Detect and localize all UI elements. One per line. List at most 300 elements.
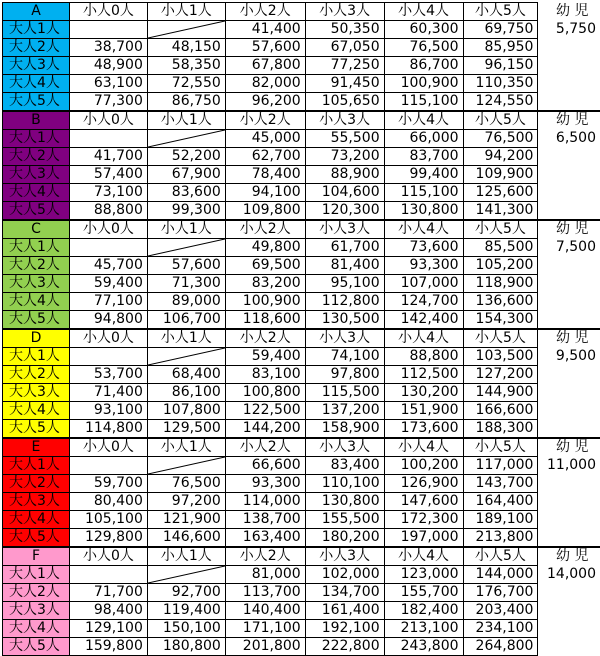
table-row xyxy=(3,620,600,638)
empty-cell xyxy=(538,529,600,548)
price-cell: 76,500 xyxy=(147,475,225,493)
price-cell: 173,600 xyxy=(384,420,463,439)
empty-cell xyxy=(538,257,600,275)
price-cell: 99,400 xyxy=(384,166,463,184)
price-cell: 154,300 xyxy=(463,311,538,330)
empty-cell xyxy=(538,420,600,439)
grade-header-row xyxy=(3,111,600,130)
price-cell: 115,500 xyxy=(305,384,384,402)
price-cell: 59,400 xyxy=(69,275,147,293)
price-cell: 71,700 xyxy=(69,584,147,602)
price-cell: 67,800 xyxy=(225,57,305,75)
price-cell: 119,400 xyxy=(147,602,225,620)
price-cell: 63,100 xyxy=(69,75,147,93)
adult-count-label: 大人1人 xyxy=(3,348,70,366)
adult-count-label: 大人1人 xyxy=(3,21,70,39)
price-cell: 72,550 xyxy=(147,75,225,93)
price-cell: 114,000 xyxy=(225,493,305,511)
infant-price: 14,000 xyxy=(538,566,600,584)
price-cell: 92,700 xyxy=(147,584,225,602)
price-cell: 161,400 xyxy=(305,602,384,620)
price-cell: 98,400 xyxy=(69,602,147,620)
price-cell: 120,300 xyxy=(305,202,384,221)
price-cell: 222,800 xyxy=(305,638,384,656)
empty-cell xyxy=(538,620,600,638)
price-cell: 144,000 xyxy=(463,566,538,584)
price-cell: 97,200 xyxy=(147,493,225,511)
table-row xyxy=(3,511,600,529)
table-row xyxy=(3,311,600,330)
price-cell: 197,000 xyxy=(384,529,463,548)
price-cell: 38,700 xyxy=(69,39,147,57)
empty-cell xyxy=(538,366,600,384)
price-cell: 104,600 xyxy=(305,184,384,202)
price-cell: 85,950 xyxy=(463,39,538,57)
price-cell: 94,100 xyxy=(225,184,305,202)
price-cell: 115,100 xyxy=(384,184,463,202)
price-cell: 121,900 xyxy=(147,511,225,529)
price-cell: 53,700 xyxy=(69,366,147,384)
empty-cell xyxy=(538,166,600,184)
price-cell: 155,700 xyxy=(384,584,463,602)
adult-count-label: 大人2人 xyxy=(3,39,70,57)
price-cell: 49,800 xyxy=(225,239,305,257)
infant-price: 6,500 xyxy=(538,130,600,148)
adult-count-label: 大人3人 xyxy=(3,384,70,402)
price-cell: 83,700 xyxy=(384,148,463,166)
price-cell: 57,600 xyxy=(147,257,225,275)
infant-price: 7,500 xyxy=(538,239,600,257)
price-cell: 59,400 xyxy=(225,348,305,366)
price-cell: 74,100 xyxy=(305,348,384,366)
column-header: 小人2人 xyxy=(225,547,305,566)
price-cell: 94,800 xyxy=(69,311,147,330)
table-row xyxy=(3,420,600,439)
price-cell: 96,150 xyxy=(463,57,538,75)
diagonal-line-icon xyxy=(148,239,225,256)
price-cell: 130,800 xyxy=(305,493,384,511)
adult-count-label: 大人5人 xyxy=(3,93,70,112)
grade-label: D xyxy=(3,329,70,348)
grade-header-row xyxy=(3,3,600,21)
price-cell: 61,700 xyxy=(305,239,384,257)
price-cell: 163,400 xyxy=(225,529,305,548)
price-cell: 71,300 xyxy=(147,275,225,293)
price-cell: 67,050 xyxy=(305,39,384,57)
adult-count-label: 大人2人 xyxy=(3,148,70,166)
adult-count-label: 大人4人 xyxy=(3,620,70,638)
price-cell: 126,900 xyxy=(384,475,463,493)
table-row xyxy=(3,275,600,293)
table-row xyxy=(3,638,600,656)
infant-header: 幼 児 xyxy=(538,438,600,457)
column-header: 小人0人 xyxy=(69,220,147,239)
column-header: 小人1人 xyxy=(147,3,225,21)
price-cell: 118,900 xyxy=(463,275,538,293)
price-cell: 129,800 xyxy=(69,529,147,548)
adult-count-label: 大人3人 xyxy=(3,275,70,293)
column-header: 小人0人 xyxy=(69,438,147,457)
table-row xyxy=(3,602,600,620)
price-cell: 93,300 xyxy=(225,475,305,493)
price-cell: 180,800 xyxy=(147,638,225,656)
column-header: 小人3人 xyxy=(305,111,384,130)
column-header: 小人1人 xyxy=(147,329,225,348)
column-header: 小人5人 xyxy=(463,111,538,130)
grade-label: C xyxy=(3,220,70,239)
grade-header-row xyxy=(3,329,600,348)
price-cell: 109,900 xyxy=(463,166,538,184)
table-row xyxy=(3,166,600,184)
price-cell: 151,900 xyxy=(384,402,463,420)
price-cell: 45,700 xyxy=(69,257,147,275)
diagonal-line-icon xyxy=(148,130,225,147)
not-applicable-cell xyxy=(147,130,225,148)
table-row xyxy=(3,348,600,366)
price-cell: 69,750 xyxy=(463,21,538,39)
price-cell: 264,800 xyxy=(463,638,538,656)
adult-count-label: 大人1人 xyxy=(3,130,70,148)
adult-count-label: 大人1人 xyxy=(3,457,70,475)
column-header: 小人2人 xyxy=(225,438,305,457)
table-row xyxy=(3,21,600,39)
price-cell: 96,200 xyxy=(225,93,305,112)
infant-header: 幼 児 xyxy=(538,329,600,348)
price-cell: 60,300 xyxy=(384,21,463,39)
price-cell: 124,700 xyxy=(384,293,463,311)
price-cell: 109,800 xyxy=(225,202,305,221)
price-cell: 150,100 xyxy=(147,620,225,638)
price-cell: 102,000 xyxy=(305,566,384,584)
price-cell: 136,600 xyxy=(463,293,538,311)
adult-count-label: 大人3人 xyxy=(3,166,70,184)
price-cell: 89,000 xyxy=(147,293,225,311)
price-cell: 107,800 xyxy=(147,402,225,420)
price-cell: 41,700 xyxy=(69,148,147,166)
table-row xyxy=(3,57,600,75)
column-header: 小人0人 xyxy=(69,111,147,130)
adult-count-label: 大人5人 xyxy=(3,529,70,548)
price-cell: 99,300 xyxy=(147,202,225,221)
price-cell: 95,100 xyxy=(305,275,384,293)
adult-count-label: 大人1人 xyxy=(3,566,70,584)
infant-header: 幼 児 xyxy=(538,111,600,130)
price-cell: 105,200 xyxy=(463,257,538,275)
not-applicable-cell xyxy=(147,348,225,366)
price-cell: 201,800 xyxy=(225,638,305,656)
adult-count-label: 大人4人 xyxy=(3,402,70,420)
column-header: 小人3人 xyxy=(305,547,384,566)
not-applicable-cell xyxy=(69,130,147,148)
price-cell: 147,600 xyxy=(384,493,463,511)
price-cell: 243,800 xyxy=(384,638,463,656)
price-cell: 77,250 xyxy=(305,57,384,75)
price-cell: 122,500 xyxy=(225,402,305,420)
column-header: 小人1人 xyxy=(147,220,225,239)
table-row xyxy=(3,130,600,148)
price-cell: 62,700 xyxy=(225,148,305,166)
price-cell: 100,900 xyxy=(225,293,305,311)
table-row xyxy=(3,93,600,112)
grade-header-row xyxy=(3,547,600,566)
price-cell: 83,100 xyxy=(225,366,305,384)
not-applicable-cell xyxy=(69,239,147,257)
price-cell: 213,100 xyxy=(384,620,463,638)
column-header: 小人5人 xyxy=(463,547,538,566)
column-header: 小人1人 xyxy=(147,111,225,130)
price-cell: 69,500 xyxy=(225,257,305,275)
table-row xyxy=(3,566,600,584)
table-row xyxy=(3,366,600,384)
infant-price: 5,750 xyxy=(538,21,600,39)
price-cell: 55,500 xyxy=(305,130,384,148)
column-header: 小人3人 xyxy=(305,438,384,457)
column-header: 小人4人 xyxy=(384,438,463,457)
price-cell: 176,700 xyxy=(463,584,538,602)
column-header: 小人3人 xyxy=(305,220,384,239)
price-cell: 48,150 xyxy=(147,39,225,57)
table-row xyxy=(3,493,600,511)
empty-cell xyxy=(538,493,600,511)
price-cell: 86,700 xyxy=(384,57,463,75)
empty-cell xyxy=(538,57,600,75)
price-cell: 125,600 xyxy=(463,184,538,202)
diagonal-line-icon xyxy=(148,457,225,474)
price-cell: 172,300 xyxy=(384,511,463,529)
infant-price: 11,000 xyxy=(538,457,600,475)
price-cell: 138,700 xyxy=(225,511,305,529)
empty-cell xyxy=(538,402,600,420)
table-row xyxy=(3,402,600,420)
price-cell: 86,750 xyxy=(147,93,225,112)
price-cell: 203,400 xyxy=(463,602,538,620)
table-row xyxy=(3,475,600,493)
table-row xyxy=(3,293,600,311)
empty-cell xyxy=(538,638,600,656)
price-cell: 78,400 xyxy=(225,166,305,184)
price-cell: 97,800 xyxy=(305,366,384,384)
price-cell: 67,900 xyxy=(147,166,225,184)
table-row xyxy=(3,148,600,166)
not-applicable-cell xyxy=(147,457,225,475)
column-header: 小人4人 xyxy=(384,547,463,566)
price-cell: 137,200 xyxy=(305,402,384,420)
column-header: 小人0人 xyxy=(69,547,147,566)
price-cell: 91,450 xyxy=(305,75,384,93)
price-cell: 142,400 xyxy=(384,311,463,330)
price-cell: 155,500 xyxy=(305,511,384,529)
adult-count-label: 大人3人 xyxy=(3,602,70,620)
adult-count-label: 大人4人 xyxy=(3,511,70,529)
price-cell: 100,900 xyxy=(384,75,463,93)
column-header: 小人1人 xyxy=(147,547,225,566)
grade-header-row xyxy=(3,220,600,239)
price-cell: 66,000 xyxy=(384,130,463,148)
not-applicable-cell xyxy=(69,348,147,366)
empty-cell xyxy=(538,602,600,620)
column-header: 小人5人 xyxy=(463,220,538,239)
price-cell: 130,800 xyxy=(384,202,463,221)
empty-cell xyxy=(538,202,600,221)
price-cell: 110,350 xyxy=(463,75,538,93)
adult-count-label: 大人4人 xyxy=(3,184,70,202)
price-cell: 81,400 xyxy=(305,257,384,275)
empty-cell xyxy=(538,511,600,529)
empty-cell xyxy=(538,184,600,202)
price-cell: 83,600 xyxy=(147,184,225,202)
price-cell: 106,700 xyxy=(147,311,225,330)
grade-label: F xyxy=(3,547,70,566)
price-cell: 189,100 xyxy=(463,511,538,529)
adult-count-label: 大人5人 xyxy=(3,638,70,656)
column-header: 小人0人 xyxy=(69,329,147,348)
price-cell: 158,900 xyxy=(305,420,384,439)
column-header: 小人2人 xyxy=(225,329,305,348)
price-cell: 93,100 xyxy=(69,402,147,420)
empty-cell xyxy=(538,39,600,57)
price-cell: 68,400 xyxy=(147,366,225,384)
not-applicable-cell xyxy=(69,21,147,39)
column-header: 小人3人 xyxy=(305,3,384,21)
table-row xyxy=(3,384,600,402)
price-cell: 52,200 xyxy=(147,148,225,166)
adult-count-label: 大人5人 xyxy=(3,420,70,439)
adult-count-label: 大人3人 xyxy=(3,57,70,75)
adult-count-label: 大人2人 xyxy=(3,257,70,275)
table-row xyxy=(3,529,600,548)
price-cell: 166,600 xyxy=(463,402,538,420)
price-cell: 100,200 xyxy=(384,457,463,475)
diagonal-line-icon xyxy=(148,348,225,365)
table-row xyxy=(3,457,600,475)
price-cell: 105,650 xyxy=(305,93,384,112)
table-row xyxy=(3,257,600,275)
empty-cell xyxy=(538,475,600,493)
price-cell: 112,500 xyxy=(384,366,463,384)
price-cell: 143,700 xyxy=(463,475,538,493)
price-cell: 118,600 xyxy=(225,311,305,330)
not-applicable-cell xyxy=(147,239,225,257)
price-cell: 171,100 xyxy=(225,620,305,638)
price-cell: 82,000 xyxy=(225,75,305,93)
price-cell: 164,400 xyxy=(463,493,538,511)
price-cell: 144,200 xyxy=(225,420,305,439)
adult-count-label: 大人4人 xyxy=(3,75,70,93)
price-cell: 110,100 xyxy=(305,475,384,493)
column-header: 小人2人 xyxy=(225,220,305,239)
price-cell: 77,300 xyxy=(69,93,147,112)
price-cell: 80,400 xyxy=(69,493,147,511)
price-cell: 73,200 xyxy=(305,148,384,166)
empty-cell xyxy=(538,584,600,602)
price-cell: 86,100 xyxy=(147,384,225,402)
price-cell: 83,400 xyxy=(305,457,384,475)
price-cell: 124,550 xyxy=(463,93,538,112)
price-cell: 146,600 xyxy=(147,529,225,548)
price-cell: 141,300 xyxy=(463,202,538,221)
diagonal-line-icon xyxy=(148,21,225,38)
not-applicable-cell xyxy=(147,21,225,39)
grade-label: E xyxy=(3,438,70,457)
price-cell: 88,800 xyxy=(384,348,463,366)
column-header: 小人5人 xyxy=(463,3,538,21)
price-cell: 100,800 xyxy=(225,384,305,402)
column-header: 小人0人 xyxy=(69,3,147,21)
price-cell: 59,700 xyxy=(69,475,147,493)
price-cell: 45,000 xyxy=(225,130,305,148)
price-cell: 81,000 xyxy=(225,566,305,584)
price-cell: 159,800 xyxy=(69,638,147,656)
table-row xyxy=(3,239,600,257)
price-cell: 73,600 xyxy=(384,239,463,257)
price-cell: 134,700 xyxy=(305,584,384,602)
price-cell: 123,000 xyxy=(384,566,463,584)
adult-count-label: 大人4人 xyxy=(3,293,70,311)
price-table xyxy=(2,2,600,656)
price-cell: 130,200 xyxy=(384,384,463,402)
price-cell: 140,400 xyxy=(225,602,305,620)
price-cell: 113,700 xyxy=(225,584,305,602)
price-cell: 48,900 xyxy=(69,57,147,75)
empty-cell xyxy=(538,293,600,311)
empty-cell xyxy=(538,148,600,166)
price-cell: 192,100 xyxy=(305,620,384,638)
price-cell: 188,300 xyxy=(463,420,538,439)
adult-count-label: 大人5人 xyxy=(3,311,70,330)
adult-count-label: 大人3人 xyxy=(3,493,70,511)
price-cell: 213,800 xyxy=(463,529,538,548)
price-cell: 94,200 xyxy=(463,148,538,166)
price-cell: 234,100 xyxy=(463,620,538,638)
empty-cell xyxy=(538,384,600,402)
infant-header: 幼 児 xyxy=(538,547,600,566)
price-cell: 57,600 xyxy=(225,39,305,57)
price-cell: 41,400 xyxy=(225,21,305,39)
price-cell: 117,000 xyxy=(463,457,538,475)
price-cell: 182,400 xyxy=(384,602,463,620)
price-cell: 129,500 xyxy=(147,420,225,439)
price-cell: 93,300 xyxy=(384,257,463,275)
not-applicable-cell xyxy=(69,457,147,475)
price-cell: 76,500 xyxy=(384,39,463,57)
price-cell: 66,600 xyxy=(225,457,305,475)
price-cell: 144,900 xyxy=(463,384,538,402)
price-cell: 76,500 xyxy=(463,130,538,148)
not-applicable-cell xyxy=(147,566,225,584)
price-cell: 129,100 xyxy=(69,620,147,638)
column-header: 小人3人 xyxy=(305,329,384,348)
table-row xyxy=(3,584,600,602)
grade-label: A xyxy=(3,3,70,21)
empty-cell xyxy=(538,311,600,330)
column-header: 小人5人 xyxy=(463,329,538,348)
price-cell: 180,200 xyxy=(305,529,384,548)
price-cell: 103,500 xyxy=(463,348,538,366)
adult-count-label: 大人2人 xyxy=(3,366,70,384)
empty-cell xyxy=(538,93,600,112)
grade-header-row xyxy=(3,438,600,457)
price-cell: 105,100 xyxy=(69,511,147,529)
table-row xyxy=(3,75,600,93)
column-header: 小人4人 xyxy=(384,111,463,130)
adult-count-label: 大人2人 xyxy=(3,584,70,602)
price-cell: 107,000 xyxy=(384,275,463,293)
infant-header: 幼 児 xyxy=(538,3,600,21)
diagonal-line-icon xyxy=(148,566,225,583)
price-cell: 57,400 xyxy=(69,166,147,184)
not-applicable-cell xyxy=(69,566,147,584)
price-cell: 112,800 xyxy=(305,293,384,311)
